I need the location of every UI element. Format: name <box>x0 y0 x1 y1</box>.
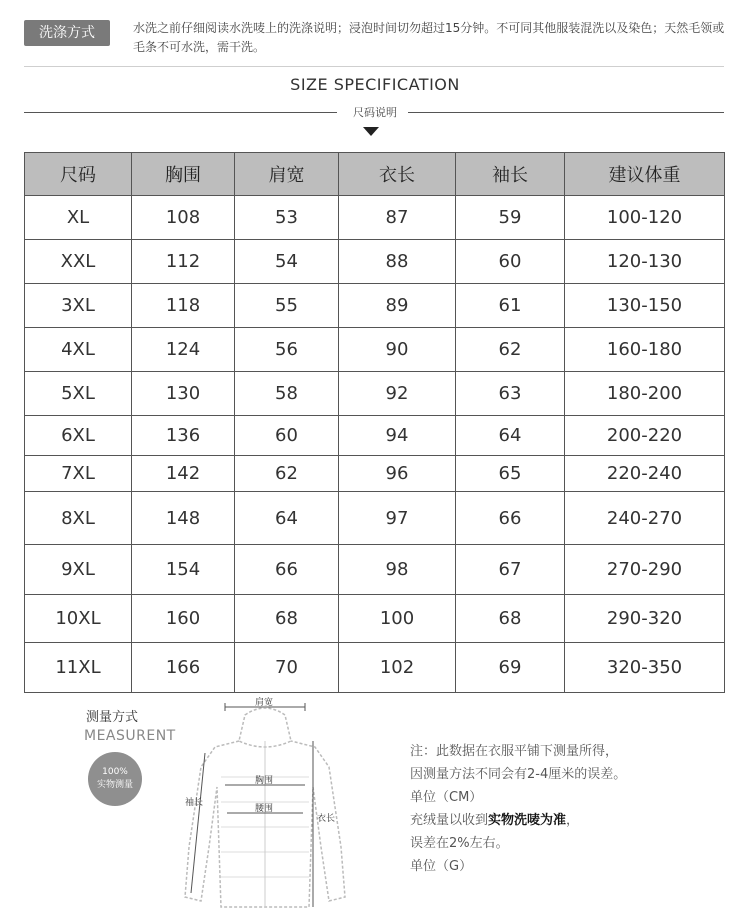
table-cell: 118 <box>132 284 235 328</box>
table-cell: 92 <box>339 372 456 416</box>
header-sleeve: 袖长 <box>456 153 565 196</box>
table-cell: 180-200 <box>565 372 725 416</box>
note-line <box>410 809 626 832</box>
table-cell: 96 <box>339 456 456 492</box>
header-chest: 胸围 <box>132 153 235 196</box>
table-row <box>25 492 725 545</box>
table-cell: 200-220 <box>565 416 725 456</box>
table-row <box>25 372 725 416</box>
divider-line <box>24 66 724 67</box>
table-cell: 120-130 <box>565 240 725 284</box>
table-cell: 62 <box>235 456 339 492</box>
table-cell: 112 <box>132 240 235 284</box>
table-cell: 270-290 <box>565 545 725 595</box>
table-cell: 56 <box>235 328 339 372</box>
label-waist: 腰围 <box>255 804 274 814</box>
measurement-title-en: MEASURENT <box>84 728 176 744</box>
table-cell: 124 <box>132 328 235 372</box>
real-measure-badge <box>88 752 142 806</box>
table-cell: 64 <box>456 416 565 456</box>
table-cell: 130-150 <box>565 284 725 328</box>
table-cell: 88 <box>339 240 456 284</box>
table-cell: 290-320 <box>565 595 725 643</box>
table-cell: 8XL <box>25 492 132 545</box>
label-length: 衣长 <box>317 814 336 824</box>
table-cell: XXL <box>25 240 132 284</box>
table-cell: 9XL <box>25 545 132 595</box>
table-cell: 87 <box>339 196 456 240</box>
table-cell: 68 <box>456 595 565 643</box>
table-cell: 142 <box>132 456 235 492</box>
table-cell: 62 <box>456 328 565 372</box>
notes-block <box>410 740 626 878</box>
table-cell: 60 <box>456 240 565 284</box>
table-cell: 136 <box>132 416 235 456</box>
table-cell: 94 <box>339 416 456 456</box>
table-cell: 100-120 <box>565 196 725 240</box>
table-row <box>25 416 725 456</box>
table-cell: 69 <box>456 643 565 693</box>
note-line: 误差在2%左右。 <box>410 836 509 851</box>
table-cell: 160-180 <box>565 328 725 372</box>
washing-tag: 洗涤方式 <box>24 20 110 46</box>
badge-label: 实物测量 <box>96 780 133 790</box>
table-cell: 90 <box>339 328 456 372</box>
label-chest: 胸围 <box>255 776 274 786</box>
header-weight: 建议体重 <box>565 153 725 196</box>
table-row <box>25 240 725 284</box>
table-cell: 130 <box>132 372 235 416</box>
table-row <box>25 328 725 372</box>
note-emphasis: 实物洗唛为准 <box>488 813 567 828</box>
table-cell: 154 <box>132 545 235 595</box>
table-cell: 102 <box>339 643 456 693</box>
size-spec-subtitle: 尺码说明 <box>353 106 397 119</box>
table-cell: 7XL <box>25 456 132 492</box>
table-cell: 66 <box>235 545 339 595</box>
table-cell: 54 <box>235 240 339 284</box>
table-cell: 89 <box>339 284 456 328</box>
table-cell: 5XL <box>25 372 132 416</box>
table-row <box>25 196 725 240</box>
size-spec-title: SIZE SPECIFICATION <box>290 75 460 94</box>
table-header-row <box>25 153 725 196</box>
table-cell: 220-240 <box>565 456 725 492</box>
table-cell: 97 <box>339 492 456 545</box>
table-row <box>25 545 725 595</box>
badge-percent: 100% <box>102 767 128 777</box>
table-cell: 160 <box>132 595 235 643</box>
table-row <box>25 595 725 643</box>
table-cell: 60 <box>235 416 339 456</box>
table-row <box>25 643 725 693</box>
note-text: ， <box>566 813 580 828</box>
table-cell: 3XL <box>25 284 132 328</box>
table-cell: 11XL <box>25 643 132 693</box>
table-cell: 240-270 <box>565 492 725 545</box>
note-line: 单位（G） <box>410 859 473 874</box>
table-cell: 100 <box>339 595 456 643</box>
label-shoulder: 肩宽 <box>255 698 274 708</box>
size-table <box>24 152 725 693</box>
table-cell: XL <box>25 196 132 240</box>
table-cell: 67 <box>456 545 565 595</box>
table-cell: 6XL <box>25 416 132 456</box>
table-cell: 148 <box>132 492 235 545</box>
note-line: 注：此数据在衣服平铺下测量所得， <box>410 744 619 759</box>
note-text: 充绒量以收到 <box>410 813 489 828</box>
divider-line-right <box>408 112 724 113</box>
table-cell: 4XL <box>25 328 132 372</box>
table-row <box>25 456 725 492</box>
table-cell: 55 <box>235 284 339 328</box>
table-cell: 53 <box>235 196 339 240</box>
table-cell: 98 <box>339 545 456 595</box>
down-triangle-icon <box>363 127 379 136</box>
table-cell: 166 <box>132 643 235 693</box>
header-size: 尺码 <box>25 153 132 196</box>
table-cell: 59 <box>456 196 565 240</box>
washing-instructions: 水洗之前仔细阅读水洗唛上的洗涤说明；浸泡时间切勿超过15分钟。不可同其他服装混洗以及染色；天然毛领或毛条不可水洗，需干洗。 <box>133 21 725 54</box>
table-cell: 64 <box>235 492 339 545</box>
table-cell: 66 <box>456 492 565 545</box>
table-cell: 61 <box>456 284 565 328</box>
note-line: 单位（CM） <box>410 790 483 805</box>
header-length: 衣长 <box>339 153 456 196</box>
table-row <box>25 284 725 328</box>
jacket-diagram <box>175 697 365 919</box>
table-cell: 68 <box>235 595 339 643</box>
label-sleeve: 袖长 <box>185 798 204 808</box>
table-cell: 10XL <box>25 595 132 643</box>
note-line: 因测量方法不同会有2-4厘米的误差。 <box>410 767 627 782</box>
table-cell: 63 <box>456 372 565 416</box>
header-shoulder: 肩宽 <box>235 153 339 196</box>
table-cell: 65 <box>456 456 565 492</box>
measurement-title-zh: 测量方式 <box>86 710 139 725</box>
table-cell: 320-350 <box>565 643 725 693</box>
table-cell: 108 <box>132 196 235 240</box>
table-cell: 70 <box>235 643 339 693</box>
table-cell: 58 <box>235 372 339 416</box>
